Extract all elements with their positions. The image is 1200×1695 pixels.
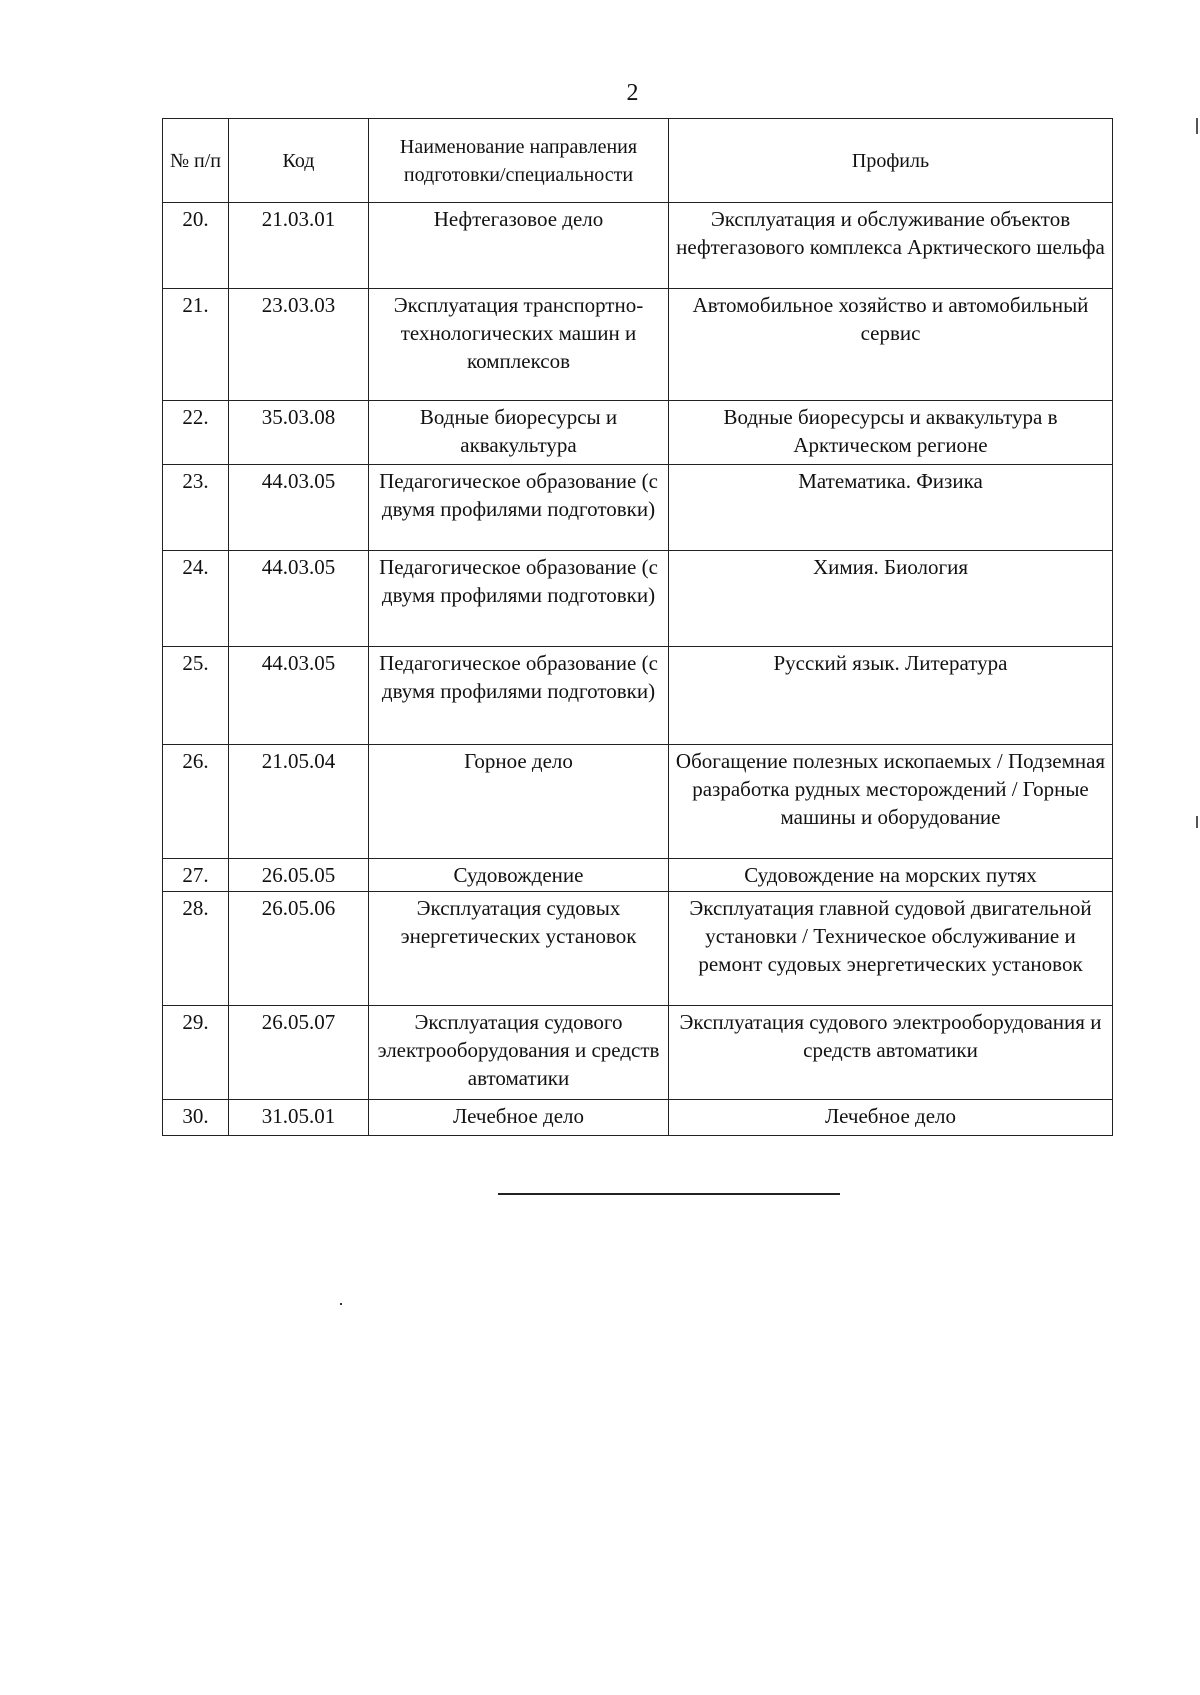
table-row (163, 859, 1113, 892)
cell-code: 21.03.01 (229, 203, 369, 289)
cell-name: Эксплуатация судового электрооборудования и средств автоматики (369, 1006, 669, 1100)
table-row (163, 551, 1113, 647)
cell-num: 22. (163, 401, 229, 465)
page-number: 2 (626, 80, 639, 106)
cell-name: Лечебное дело (369, 1100, 669, 1136)
header-code: Код (229, 119, 369, 203)
cell-profile: Эксплуатация главной судовой двигательной установки / Техническое обслуживание и ремонт судовых энергетических установок (669, 892, 1113, 1006)
cell-code: 35.03.08 (229, 401, 369, 465)
cell-code: 44.03.05 (229, 465, 369, 551)
cell-profile: Обогащение полезных ископаемых / Подземная разработка рудных месторождений / Горные машины и оборудование (669, 745, 1113, 859)
table-row (163, 892, 1113, 1006)
cell-num: 30. (163, 1100, 229, 1136)
cell-code: 23.03.03 (229, 289, 369, 401)
table-row (163, 1100, 1113, 1136)
cell-num: 24. (163, 551, 229, 647)
cell-num: 27. (163, 859, 229, 892)
cell-code: 21.05.04 (229, 745, 369, 859)
table-body (163, 203, 1113, 1136)
cell-name: Педагогическое образование (с двумя профилями подготовки) (369, 551, 669, 647)
table-row (163, 1006, 1113, 1100)
cell-name: Горное дело (369, 745, 669, 859)
cell-num: 26. (163, 745, 229, 859)
table-header (163, 119, 1113, 203)
cell-num: 29. (163, 1006, 229, 1100)
table-row (163, 203, 1113, 289)
cell-name: Педагогическое образование (с двумя профилями подготовки) (369, 647, 669, 745)
cell-profile: Русский язык. Литература (669, 647, 1113, 745)
cell-num: 28. (163, 892, 229, 1006)
scan-margin-mark (1196, 118, 1198, 134)
cell-profile: Эксплуатация судового электрооборудования и средств автоматики (669, 1006, 1113, 1100)
table-row (163, 647, 1113, 745)
cell-num: 21. (163, 289, 229, 401)
cell-code: 26.05.05 (229, 859, 369, 892)
programs-table (162, 118, 1113, 1136)
cell-profile: Водные биоресурсы и аквакультура в Арктическом регионе (669, 401, 1113, 465)
header-num: № п/п (163, 119, 229, 203)
scan-margin-mark (1196, 816, 1198, 828)
cell-name: Судовождение (369, 859, 669, 892)
cell-profile: Химия. Биология (669, 551, 1113, 647)
table-row (163, 465, 1113, 551)
cell-code: 44.03.05 (229, 647, 369, 745)
cell-num: 25. (163, 647, 229, 745)
cell-profile: Автомобильное хозяйство и автомобильный сервис (669, 289, 1113, 401)
scan-speck (340, 1303, 342, 1305)
cell-name: Эксплуатация транспортно-технологических машин и комплексов (369, 289, 669, 401)
cell-code: 26.05.07 (229, 1006, 369, 1100)
cell-profile: Лечебное дело (669, 1100, 1113, 1136)
table-row (163, 289, 1113, 401)
cell-profile: Математика. Физика (669, 465, 1113, 551)
cell-name: Нефтегазовое дело (369, 203, 669, 289)
table-row (163, 401, 1113, 465)
header-name: Наименование направления подготовки/специальности (369, 119, 669, 203)
header-row (163, 119, 1113, 203)
cell-name: Водные биоресурсы и аквакультура (369, 401, 669, 465)
cell-name: Педагогическое образование (с двумя профилями подготовки) (369, 465, 669, 551)
table-row (163, 745, 1113, 859)
cell-num: 20. (163, 203, 229, 289)
cell-code: 44.03.05 (229, 551, 369, 647)
cell-code: 31.05.01 (229, 1100, 369, 1136)
cell-code: 26.05.06 (229, 892, 369, 1006)
cell-profile: Судовождение на морских путях (669, 859, 1113, 892)
cell-profile: Эксплуатация и обслуживание объектов нефтегазового комплекса Арктического шельфа (669, 203, 1113, 289)
closing-rule (498, 1193, 840, 1195)
cell-num: 23. (163, 465, 229, 551)
cell-name: Эксплуатация судовых энергетических установок (369, 892, 669, 1006)
header-profile: Профиль (669, 119, 1113, 203)
